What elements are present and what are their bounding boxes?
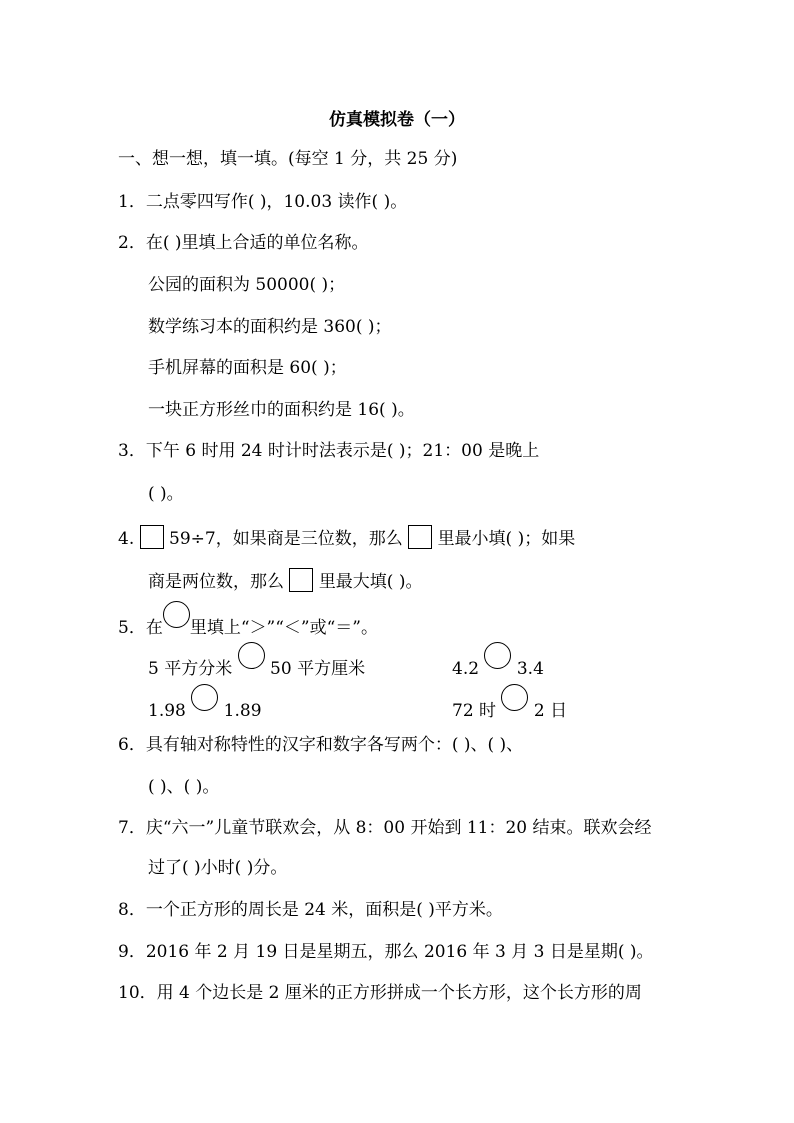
question-5-part-a: 5．在 <box>118 618 163 638</box>
compare-right: 2 日 <box>533 701 568 721</box>
question-7-continued: 过了( )小时( )分。 <box>148 858 288 878</box>
question-3-continued: ( )。 <box>148 484 184 504</box>
compare-left: 1.98 <box>148 701 186 721</box>
compare-item <box>148 652 365 681</box>
compare-circle[interactable] <box>501 684 528 711</box>
question-6-continued: ( )、( )。 <box>148 777 220 797</box>
compare-item <box>452 652 544 681</box>
question-4-part-a: 59÷7，如果商是三位数，那么 <box>169 529 403 549</box>
question-5 <box>118 611 378 640</box>
section-header: 一、想一想，填一填。(每空 1 分，共 25 分) <box>118 149 458 169</box>
digit-box[interactable] <box>140 525 164 549</box>
question-10: 10．用 4 个边长是 2 厘米的正方形拼成一个长方形，这个长方形的周 <box>118 983 642 1003</box>
question-8: 8．一个正方形的周长是 24 米，面积是( )平方米。 <box>118 900 503 920</box>
question-4-part-d: 里最大填( )。 <box>318 572 423 592</box>
compare-circle[interactable] <box>484 642 511 669</box>
question-7: 7．庆“六一”儿童节联欢会，从 8：00 开始到 11：20 结束。联欢会经 <box>118 818 652 838</box>
compare-item <box>452 694 567 723</box>
question-2-line-2: 数学练习本的面积约是 360( )； <box>148 317 392 337</box>
question-2-line-3: 手机屏幕的面积是 60( )； <box>148 358 347 378</box>
compare-right: 1.89 <box>223 701 262 721</box>
compare-left: 5 平方分米 <box>148 659 233 679</box>
question-3: 3．下午 6 时用 24 时计时法表示是( )；21：00 是晚上 <box>118 441 540 461</box>
circle-icon <box>163 601 190 628</box>
question-4 <box>118 525 575 551</box>
compare-left: 4.2 <box>452 659 480 679</box>
page-title: 仿真模拟卷（一） <box>329 110 465 130</box>
question-4-continued <box>148 568 422 594</box>
question-4-part-c: 商是两位数，那么 <box>148 572 284 592</box>
question-4-part-b: 里最小填( )；如果 <box>437 529 576 549</box>
question-2-line-1: 公园的面积为 50000( )； <box>148 275 346 295</box>
question-2-line-4: 一块正方形丝巾的面积约是 16( )。 <box>148 400 415 420</box>
digit-box[interactable] <box>408 525 432 549</box>
compare-left: 72 时 <box>452 701 497 721</box>
question-4-number: 4. <box>118 529 135 549</box>
question-1: 1．二点零四写作( )，10.03 读作( )。 <box>118 192 408 212</box>
compare-item <box>148 694 262 723</box>
compare-circle[interactable] <box>191 684 218 711</box>
compare-circle[interactable] <box>238 642 265 669</box>
digit-box[interactable] <box>289 568 313 592</box>
compare-right: 3.4 <box>516 659 544 679</box>
compare-right: 50 平方厘米 <box>270 659 366 679</box>
question-9: 9．2016 年 2 月 19 日是星期五，那么 2016 年 3 月 3 日是星期( )。 <box>118 942 654 962</box>
question-6: 6．具有轴对称特性的汉字和数字各写两个：( )、( )、 <box>118 735 524 755</box>
question-2: 2．在( )里填上合适的单位名称。 <box>118 233 369 253</box>
question-5-part-b: 里填上“＞”“＜”或“＝”。 <box>189 618 378 638</box>
